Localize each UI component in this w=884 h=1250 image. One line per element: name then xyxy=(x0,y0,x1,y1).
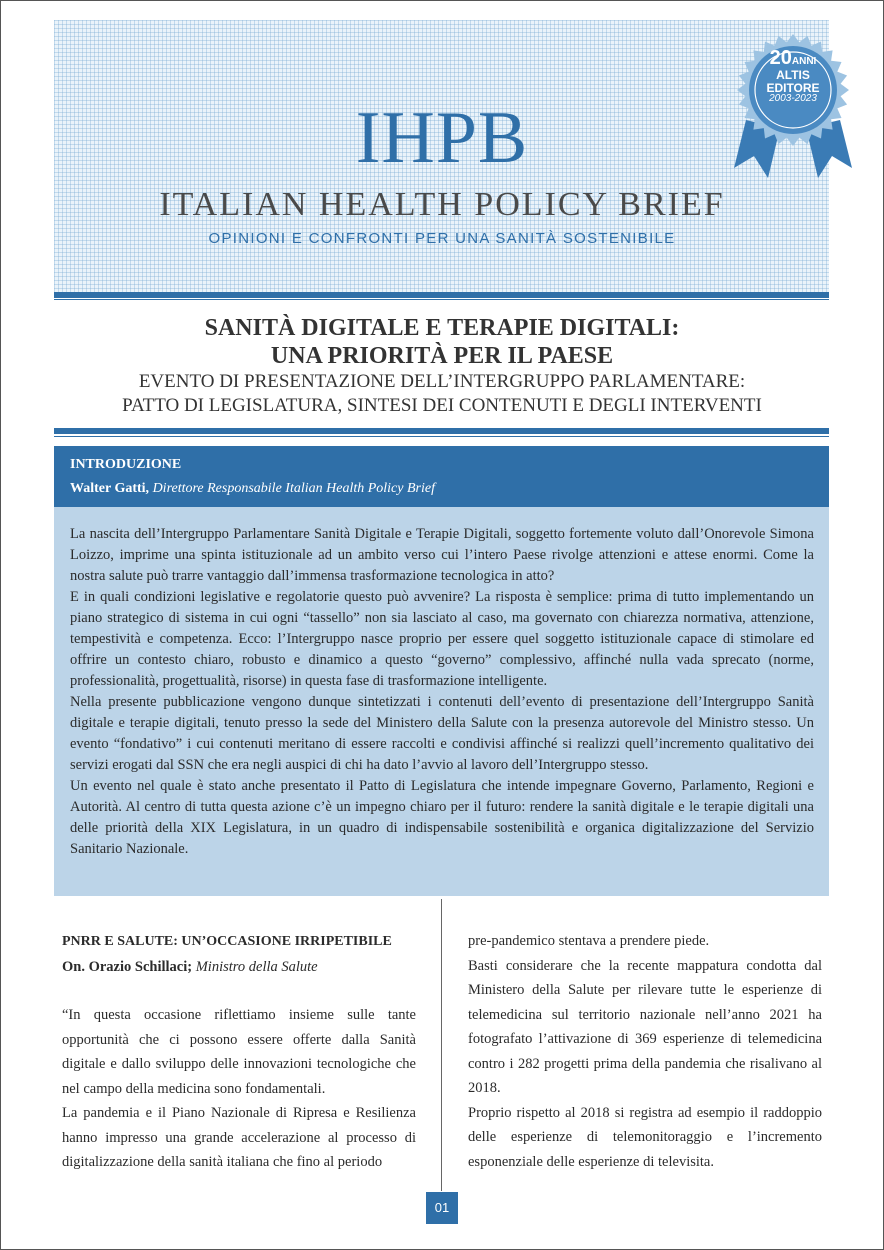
intro-author-role: Direttore Responsabile Italian Health Policy Brief xyxy=(152,481,435,496)
intro-paragraph: E in quali condizioni legislative e regolatorie questo può avvenire? La risposta è semplice: prima di tutto implementando un piano strategico di sistema in cui ogni “tassello” non sia lasciato al caso, ma governato con chiarezza normativa, attenzione, tempestività e competenza. Ecco: l’Intergruppo nasce proprio per essere quel soggetto istituzionale capace di stimolare ed offrire un contesto chiaro, robusto e dinamico a questo “governo” complessivo, affinché nulla vada sprecato (norme, professionalità, progettualità, risorse) in questa fase di trasformazione intelligente. xyxy=(70,589,814,689)
journal-logo: IHPB xyxy=(355,97,529,179)
badge-text xyxy=(748,48,838,105)
section-author-name: On. Orazio Schillaci; xyxy=(62,958,193,975)
left-column xyxy=(62,930,416,1175)
article-title-line1: SANITÀ DIGITALE E TERAPIE DIGITALI: xyxy=(204,315,680,341)
article-subtitle-line2: PATTO DI LEGISLATURA, SINTESI DEI CONTENUTI E DEGLI INTERVENTI xyxy=(122,395,762,416)
intro-paragraph: La nascita dell’Intergruppo Parlamentare Sanità Digitale e Terapie Digitali, soggetto fortemente voluto dall’Onorevole Simona Loizzo, imprime una spinta istituzionale ad un ambito verso cui l’intero Paese rivolge attenzioni e attese enormi. Come la nostra salute può trarre vantaggio dall’immensa trasformazione tecnologica in atto? xyxy=(70,526,814,584)
page-number: 01 xyxy=(426,1192,458,1224)
intro-heading: INTRODUZIONE xyxy=(70,457,182,472)
section-title: PNRR E SALUTE: UN’OCCASIONE IRRIPETIBILE xyxy=(62,934,392,949)
masthead-rule xyxy=(54,292,829,298)
body-paragraph: “In questa occasione riflettiamo insieme sulle tante opportunità che ci possono essere offerte dalla Sanità digitale e dallo sviluppo delle innovazioni tecnologiche che nel campo della medicina sono fondamentali. xyxy=(62,1007,416,1097)
section-author xyxy=(62,955,416,980)
intro-author xyxy=(70,481,435,497)
intro-paragraph: Nella presente pubblicazione vengono dunque sintetizzati i contenuti dell’evento di presentazione dell’Intergruppo Sanità digitale e terapie digitali, tenuto presso la sede del Ministero della Salute con la presenza autorevole del Ministro stesso. Un evento “fondativo” i cui contenuti meritano di essere raccolti e condivisi affinché si realizzi quell’incremento qualitativo dei servizi erogati dal SSN che era negli auspici di chi ha dato l’avvio al lavoro dell’Intergruppo stesso. xyxy=(70,694,814,773)
title-rule-thin xyxy=(54,436,829,437)
masthead-rule-thin xyxy=(54,299,829,300)
intro-author-name: Walter Gatti, xyxy=(70,481,150,496)
article-subtitle-line1: EVENTO DI PRESENTAZIONE DELL’INTERGRUPPO PARLAMENTARE: xyxy=(138,371,746,392)
section-author-role: Ministro della Salute xyxy=(195,958,318,975)
badge-line2: EDITORE xyxy=(766,80,820,95)
body-paragraph: pre-pandemico stentava a prendere piede. xyxy=(468,933,710,949)
column-divider xyxy=(441,899,442,1191)
badge-years: 2003-2023 xyxy=(769,93,817,105)
intro-paragraph: Un evento nel quale è stato anche presentato il Patto di Legislatura che intende impegnare Governo, Parlamento, Regioni e Autorità. Al centro di tutta questa azione c’è un impegno chiaro per il futuro: rendere la sanità digitale e le terapie digitali una delle priorità della XIX Legislatura, in un quadro di indispensabile sostenibilità e organica digitalizzazione del Servizio Sanitario Nazionale. xyxy=(70,778,814,857)
intro-header xyxy=(54,446,829,507)
body-paragraph: La pandemia e il Piano Nazionale di Ripresa e Resilienza hanno impresso una grande accelerazione al processo di digitalizzazione della sanità italiana che fino al periodo xyxy=(62,1105,416,1170)
right-column xyxy=(468,929,822,1174)
intro-text xyxy=(70,524,814,860)
body-paragraph: Basti considerare che la recente mappatura condotta dal Ministero della Salute per rilevare tutte le esperienze di telemedicina sul territorio nazionale nell’anno 2021 ha fotografato l’attivazione di 369 esperienze di telemedicina contro i 282 progetti prima della pandemia che risalivano al 2018. xyxy=(468,957,822,1096)
intro-box xyxy=(54,507,829,896)
badge-number: 20 xyxy=(769,47,792,69)
badge-anni: ANNI xyxy=(791,56,817,67)
badge-line1: ALTIS xyxy=(776,68,810,82)
journal-tagline: OPINIONI E CONFRONTI PER UNA SANITÀ SOSTENIBILE xyxy=(208,230,676,247)
body-paragraph: Proprio rispetto al 2018 si registra ad esempio il raddoppio delle esperienze di telemonitoraggio e l’incremento esponenziale delle esperienze di televisita. xyxy=(468,1104,822,1170)
article-title-line2: UNA PRIORITÀ PER IL PAESE xyxy=(270,343,614,369)
title-rule xyxy=(54,428,829,434)
journal-name: ITALIAN HEALTH POLICY BRIEF xyxy=(159,186,725,223)
